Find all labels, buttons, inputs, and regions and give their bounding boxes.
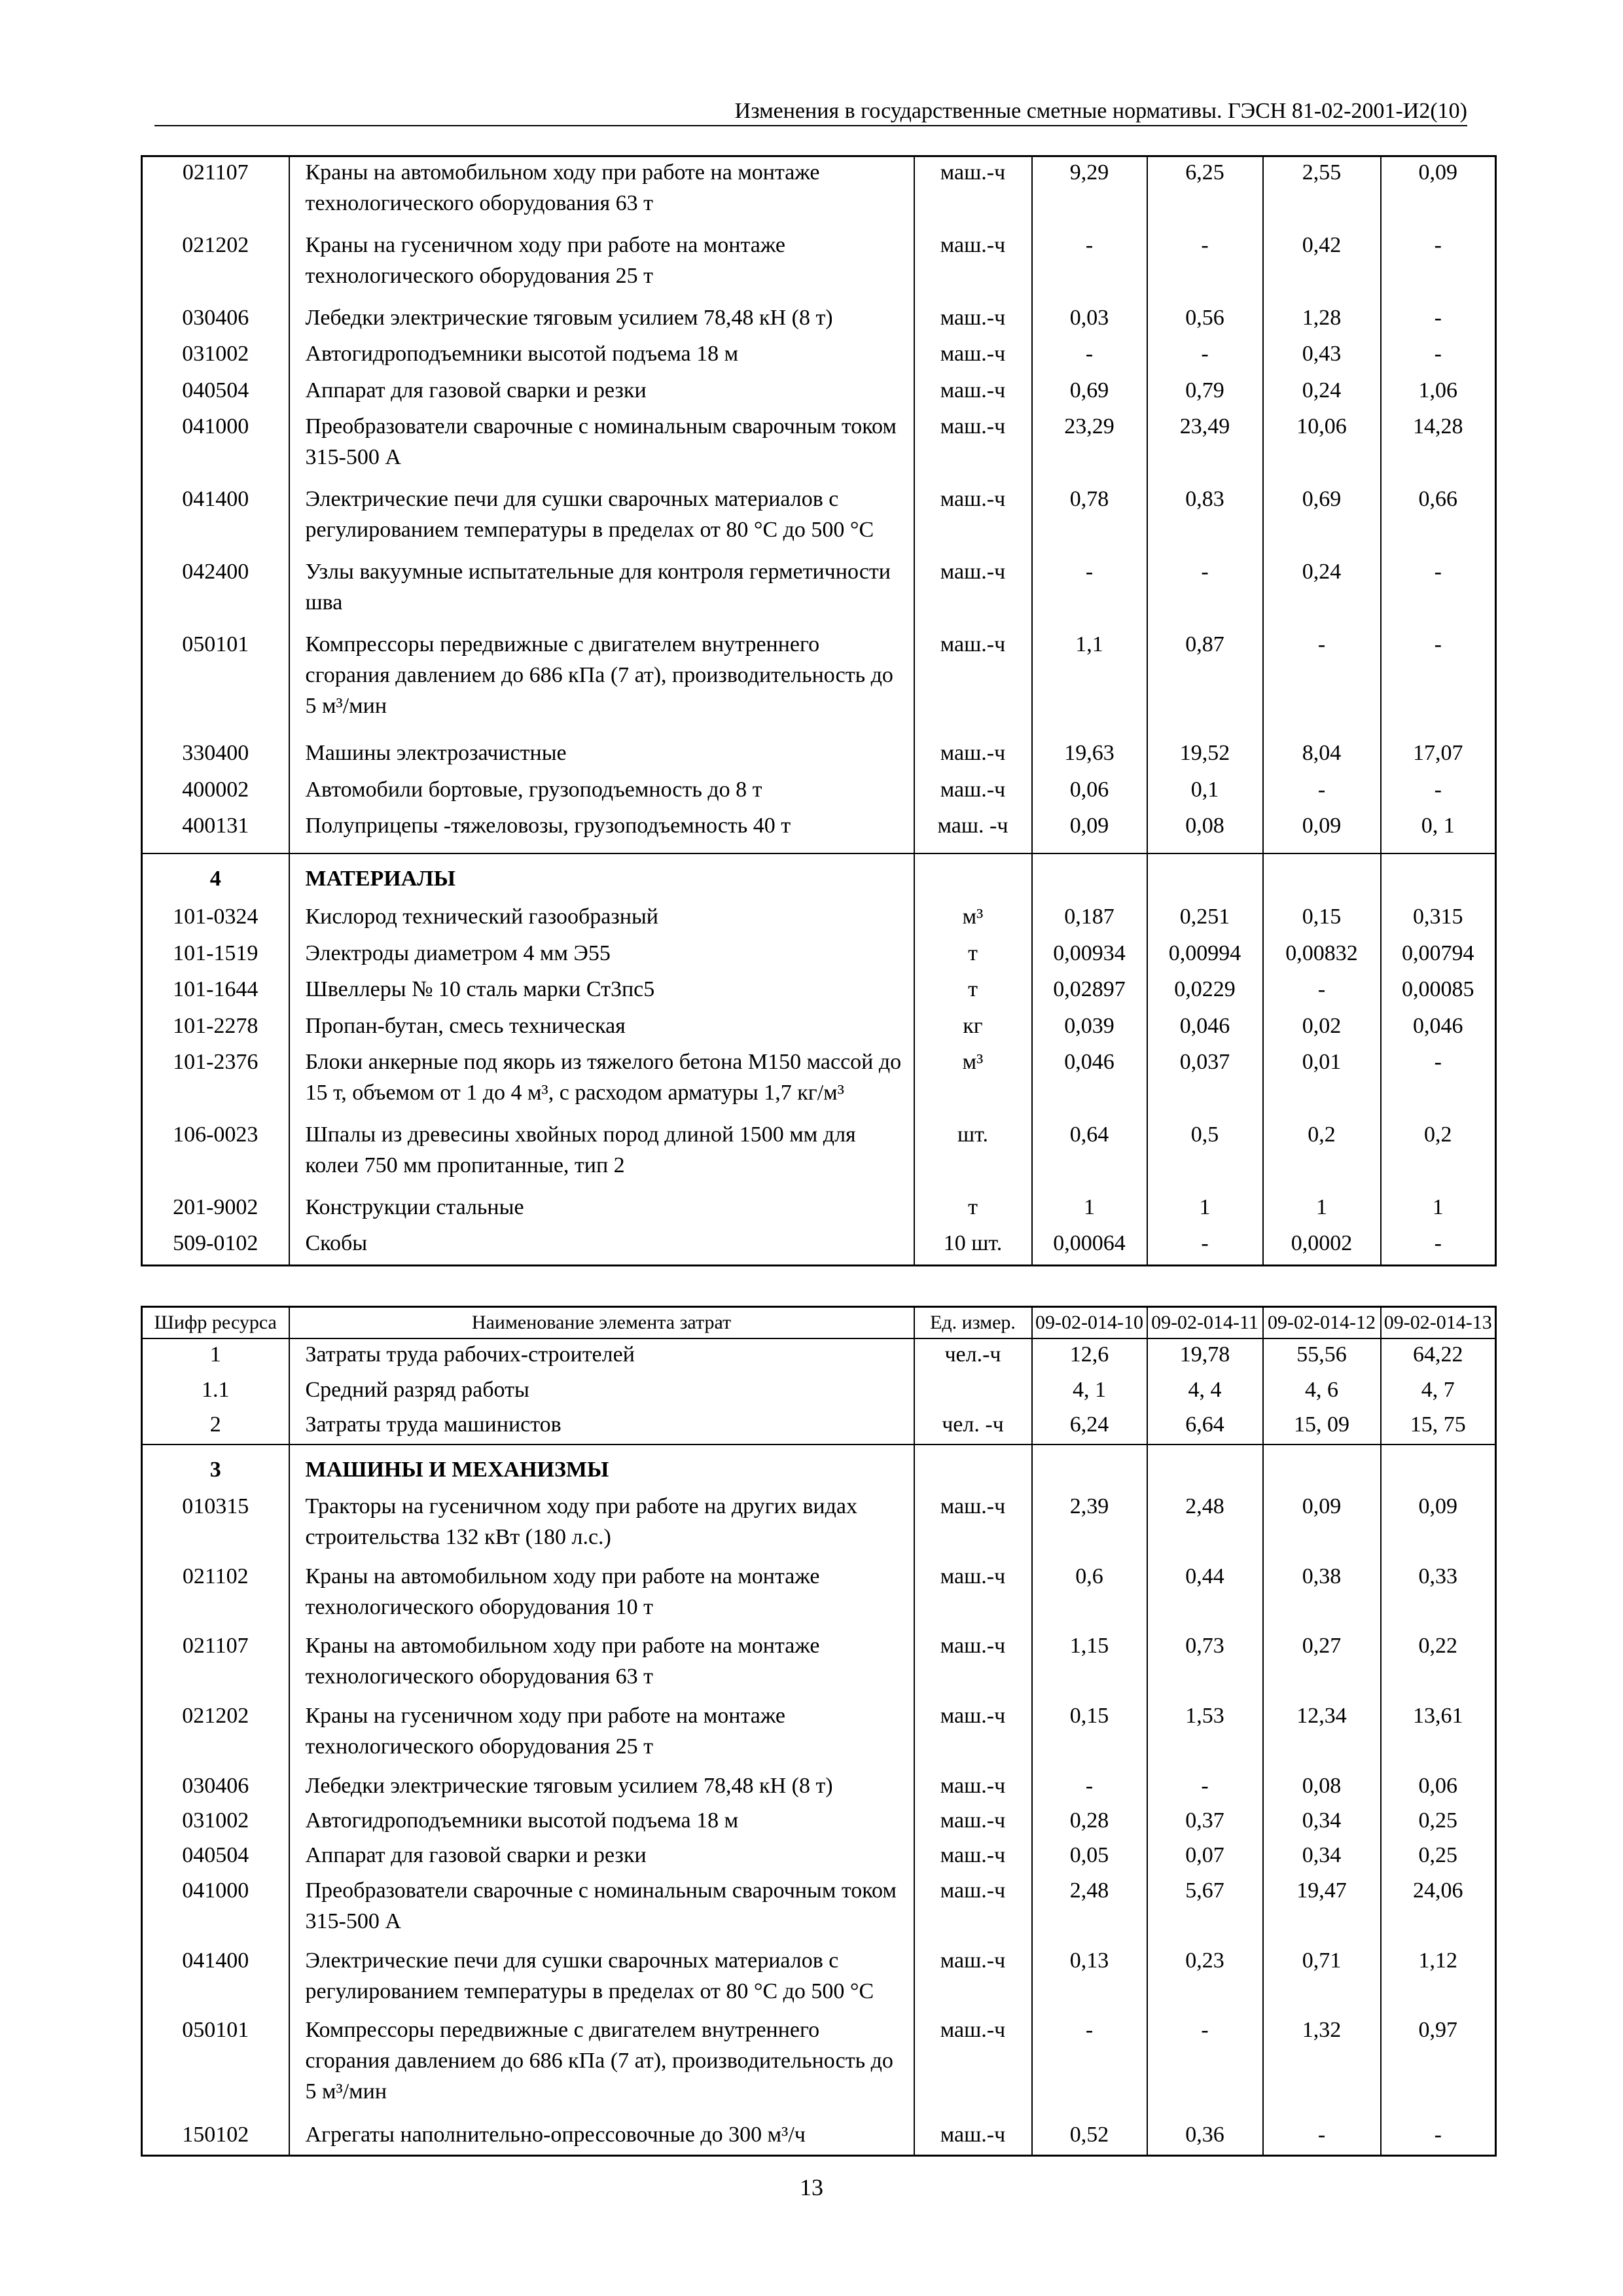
table-row bbox=[142, 1011, 1496, 1047]
unit: маш.-ч bbox=[914, 774, 1032, 810]
table-row bbox=[142, 1491, 1496, 1561]
section-row-machines bbox=[142, 1444, 1496, 1490]
resource-name: Электроды диаметром 4 мм Э55 bbox=[289, 938, 914, 974]
value-col-2: - bbox=[1147, 230, 1263, 302]
value-col-3: 0,38 bbox=[1263, 1561, 1381, 1631]
header-col-12: 09-02-014-12 bbox=[1263, 1307, 1381, 1339]
unit: маш.-ч bbox=[914, 156, 1032, 230]
value-col-4: 1 bbox=[1432, 1194, 1444, 1219]
value-col-1: 2,48 bbox=[1032, 1875, 1147, 1945]
value-col-4: 0,97 bbox=[1418, 2018, 1457, 2043]
value-col-3: 0,34 bbox=[1263, 1840, 1381, 1874]
value-col-3: 4, 6 bbox=[1263, 1374, 1381, 1409]
table-row bbox=[142, 1945, 1496, 2015]
value-col-2: 0,79 bbox=[1147, 375, 1263, 411]
value-col-2: 4, 4 bbox=[1147, 1374, 1263, 1409]
unit: маш.-ч bbox=[914, 375, 1032, 411]
machines-group bbox=[142, 156, 1496, 854]
value-col-3: 0,08 bbox=[1263, 1770, 1381, 1805]
resource-code: 031002 bbox=[142, 338, 289, 374]
resource-name: Краны на автомобильном ходу при работе на монтаже технологического оборудования 63 т bbox=[289, 1630, 914, 1700]
value-col-3: 1 bbox=[1263, 1192, 1381, 1228]
table-row bbox=[142, 1192, 1496, 1228]
resource-code: 021102 bbox=[142, 1561, 289, 1631]
value-col-1: 0,06 bbox=[1032, 774, 1147, 810]
value-col-3: 1,28 bbox=[1263, 302, 1381, 338]
value-col-2: 0,046 bbox=[1147, 1011, 1263, 1047]
resource-code: 021107 bbox=[142, 156, 289, 230]
resource-code: 031002 bbox=[142, 1805, 289, 1840]
value-col-1: 0,15 bbox=[1032, 1700, 1147, 1770]
value-col-4: 1,06 bbox=[1418, 378, 1457, 403]
value-col-4: 4, 7 bbox=[1421, 1377, 1455, 1402]
value-col-1: 1,1 bbox=[1032, 629, 1147, 738]
value-col-2: 0,37 bbox=[1147, 1805, 1263, 1840]
value-col-2: 0,83 bbox=[1147, 484, 1263, 556]
resource-name: Аппарат для газовой сварки и резки bbox=[289, 375, 914, 411]
unit: маш. -ч bbox=[914, 810, 1032, 853]
value-col-1: 6,24 bbox=[1032, 1409, 1147, 1445]
resource-code: 2 bbox=[142, 1409, 289, 1445]
value-col-4: 0,2 bbox=[1424, 1122, 1452, 1147]
resource-code: 101-0324 bbox=[142, 901, 289, 937]
resource-name: Пропан-бутан, смесь техническая bbox=[289, 1011, 914, 1047]
unit: кг bbox=[914, 1011, 1032, 1047]
table-row bbox=[142, 901, 1496, 937]
header-unit: Ед. измер. bbox=[914, 1307, 1032, 1339]
resource-code: 010315 bbox=[142, 1491, 289, 1561]
value-col-4: 17,07 bbox=[1413, 741, 1463, 766]
resource-code: 509-0102 bbox=[142, 1228, 289, 1264]
value-col-4: 0,25 bbox=[1418, 1808, 1457, 1833]
value-col-2: 0,07 bbox=[1147, 1840, 1263, 1874]
value-col-4: 14,28 bbox=[1413, 414, 1463, 439]
value-col-1: 12,6 bbox=[1032, 1338, 1147, 1374]
value-col-1: 0,09 bbox=[1032, 810, 1147, 853]
unit: маш.-ч bbox=[914, 629, 1032, 738]
value-col-2: 0,251 bbox=[1147, 901, 1263, 937]
materials-group bbox=[142, 901, 1496, 1264]
value-col-2: 23,49 bbox=[1147, 411, 1263, 484]
value-col-1: - bbox=[1032, 1770, 1147, 1805]
value-col-3: - bbox=[1263, 2119, 1381, 2155]
value-col-3: 0,09 bbox=[1263, 1491, 1381, 1561]
value-col-4: - bbox=[1434, 1231, 1442, 1256]
value-col-3: 10,06 bbox=[1263, 411, 1381, 484]
table-row bbox=[142, 2119, 1496, 2155]
value-col-4: 0,22 bbox=[1418, 1634, 1457, 1659]
resource-name: Машины электрозачистные bbox=[289, 738, 914, 774]
table-row bbox=[142, 156, 1496, 230]
resource-name: Тракторы на гусеничном ходу при работе на других видах строительства 132 кВт (180 л.с.) bbox=[289, 1491, 914, 1561]
value-col-3: 0,71 bbox=[1263, 1945, 1381, 2015]
value-col-1: 9,29 bbox=[1032, 156, 1147, 230]
header-name: Наименование элемента затрат bbox=[289, 1307, 914, 1339]
unit: маш.-ч bbox=[914, 302, 1032, 338]
value-col-2: 0,23 bbox=[1147, 1945, 1263, 2015]
value-col-2: - bbox=[1147, 2015, 1263, 2119]
resource-code: 040504 bbox=[142, 1840, 289, 1874]
unit: 10 шт. bbox=[914, 1228, 1032, 1264]
resource-name: Полуприцепы -тяжеловозы, грузоподъемность 40 т bbox=[289, 810, 914, 853]
table-row bbox=[142, 1561, 1496, 1631]
table-row bbox=[142, 774, 1496, 810]
resource-name: Автогидроподъемники высотой подъема 18 м bbox=[289, 338, 914, 374]
value-col-2: - bbox=[1147, 1770, 1263, 1805]
resource-code: 021202 bbox=[142, 230, 289, 302]
table-row bbox=[142, 1047, 1496, 1119]
value-col-4: 0,00794 bbox=[1402, 941, 1474, 965]
value-col-4: 0, 1 bbox=[1421, 814, 1455, 838]
value-col-1: 4, 1 bbox=[1032, 1374, 1147, 1409]
unit: маш.-ч bbox=[914, 484, 1032, 556]
value-col-3: 0,34 bbox=[1263, 1805, 1381, 1840]
value-col-3: 55,56 bbox=[1263, 1338, 1381, 1374]
resource-code: 400131 bbox=[142, 810, 289, 853]
table-row bbox=[142, 375, 1496, 411]
value-col-1: 0,78 bbox=[1032, 484, 1147, 556]
value-col-4: 0,66 bbox=[1418, 487, 1457, 512]
value-col-3: 0,02 bbox=[1263, 1011, 1381, 1047]
value-col-2: 6,64 bbox=[1147, 1409, 1263, 1445]
unit: маш.-ч bbox=[914, 738, 1032, 774]
section-row-materials bbox=[142, 853, 1496, 901]
value-col-1: 0,03 bbox=[1032, 302, 1147, 338]
value-col-4: - bbox=[1434, 1050, 1442, 1075]
resource-name: Компрессоры передвижные с двигателем внутреннего сгорания давлением до 686 кПа (7 ат), производительность до 5 м³/мин bbox=[289, 629, 914, 738]
value-col-3: 1,32 bbox=[1263, 2015, 1381, 2119]
header-col-11: 09-02-014-11 bbox=[1147, 1307, 1263, 1339]
value-col-3: 2,55 bbox=[1263, 156, 1381, 230]
resource-name: Лебедки электрические тяговым усилием 78,48 кН (8 т) bbox=[289, 302, 914, 338]
resource-name: Компрессоры передвижные с двигателем внутреннего сгорания давлением до 686 кПа (7 ат), производительность до 5 м³/мин bbox=[289, 2015, 914, 2119]
section-code: 4 bbox=[142, 853, 289, 901]
value-col-1: 0,05 bbox=[1032, 1840, 1147, 1874]
resource-code: 400002 bbox=[142, 774, 289, 810]
value-col-4: 0,315 bbox=[1413, 905, 1463, 929]
unit: маш.-ч bbox=[914, 2015, 1032, 2119]
resource-name: Затраты труда рабочих-строителей bbox=[289, 1338, 914, 1374]
resource-name: Узлы вакуумные испытательные для контроля герметичности шва bbox=[289, 556, 914, 629]
resource-name: Шпалы из древесины хвойных пород длиной 1500 мм для колеи 750 мм пропитанные, тип 2 bbox=[289, 1119, 914, 1192]
unit: маш.-ч bbox=[914, 2119, 1032, 2155]
value-col-2: - bbox=[1147, 556, 1263, 629]
resource-name: Швеллеры № 10 сталь марки Ст3пс5 bbox=[289, 974, 914, 1010]
table-row bbox=[142, 1374, 1496, 1409]
unit: маш.-ч bbox=[914, 1945, 1032, 2015]
value-col-4: 0,25 bbox=[1418, 1843, 1457, 1868]
value-col-1: - bbox=[1032, 230, 1147, 302]
value-col-4: - bbox=[1434, 560, 1442, 584]
table-row bbox=[142, 938, 1496, 974]
resource-code: 101-1519 bbox=[142, 938, 289, 974]
resource-name: Преобразователи сварочные с номинальным сварочным током 315-500 А bbox=[289, 411, 914, 484]
unit: маш.-ч bbox=[914, 338, 1032, 374]
resource-code: 050101 bbox=[142, 2015, 289, 2119]
unit: шт. bbox=[914, 1119, 1032, 1192]
value-col-2: 0,5 bbox=[1147, 1119, 1263, 1192]
value-col-4: - bbox=[1434, 306, 1442, 331]
value-col-3: 0,24 bbox=[1263, 375, 1381, 411]
value-col-3: 8,04 bbox=[1263, 738, 1381, 774]
unit: маш.-ч bbox=[914, 1700, 1032, 1770]
table-row bbox=[142, 230, 1496, 302]
resource-code: 041000 bbox=[142, 1875, 289, 1945]
resource-code: 1.1 bbox=[142, 1374, 289, 1409]
table-row bbox=[142, 2015, 1496, 2119]
resource-name: Конструкции стальные bbox=[289, 1192, 914, 1228]
value-col-4: - bbox=[1434, 233, 1442, 258]
value-col-3: 0,01 bbox=[1263, 1047, 1381, 1119]
unit: маш.-ч bbox=[914, 1561, 1032, 1631]
machines-section bbox=[142, 1444, 1496, 1490]
value-col-4: 1,12 bbox=[1418, 1948, 1457, 1973]
machines-group bbox=[142, 1491, 1496, 2156]
value-col-2: 19,52 bbox=[1147, 738, 1263, 774]
value-col-1: 0,046 bbox=[1032, 1047, 1147, 1119]
table-row bbox=[142, 1840, 1496, 1874]
header-col-13: 09-02-014-13 bbox=[1381, 1307, 1496, 1339]
page-header-title: Изменения в государственные сметные нормативы. ГЭСН 81-02-2001-И2(10) bbox=[734, 99, 1467, 123]
unit: м³ bbox=[914, 1047, 1032, 1119]
value-col-2: - bbox=[1147, 338, 1263, 374]
table-row bbox=[142, 1409, 1496, 1445]
value-col-4: 13,61 bbox=[1413, 1703, 1463, 1728]
value-col-3: - bbox=[1263, 774, 1381, 810]
resource-code: 330400 bbox=[142, 738, 289, 774]
value-col-2: 0,56 bbox=[1147, 302, 1263, 338]
value-col-1: 0,00934 bbox=[1032, 938, 1147, 974]
value-col-1: 0,6 bbox=[1032, 1561, 1147, 1631]
value-col-1: 2,39 bbox=[1032, 1491, 1147, 1561]
resource-name: Краны на автомобильном ходу при работе на монтаже технологического оборудования 63 т bbox=[289, 156, 914, 230]
value-col-1: 0,69 bbox=[1032, 375, 1147, 411]
table-row bbox=[142, 1119, 1496, 1192]
value-col-2: 0,08 bbox=[1147, 810, 1263, 853]
value-col-4: - bbox=[1434, 632, 1442, 656]
value-col-4: 64,22 bbox=[1413, 1342, 1463, 1367]
labor-group bbox=[142, 1338, 1496, 1444]
table-header-row bbox=[142, 1307, 1496, 1339]
value-col-1: - bbox=[1032, 2015, 1147, 2119]
table-row bbox=[142, 629, 1496, 738]
unit: чел.-ч bbox=[914, 1338, 1032, 1374]
value-col-1: - bbox=[1032, 556, 1147, 629]
value-col-4: - bbox=[1434, 777, 1442, 802]
resource-code: 041400 bbox=[142, 1945, 289, 2015]
unit: маш.-ч bbox=[914, 1805, 1032, 1840]
value-col-1: 0,02897 bbox=[1032, 974, 1147, 1010]
value-col-2: 0,44 bbox=[1147, 1561, 1263, 1631]
table-row bbox=[142, 810, 1496, 853]
resource-table-bottom bbox=[141, 1306, 1497, 2157]
value-col-2: - bbox=[1147, 1228, 1263, 1264]
value-col-2: 0,037 bbox=[1147, 1047, 1263, 1119]
value-col-3: 0,2 bbox=[1263, 1119, 1381, 1192]
value-col-1: 19,63 bbox=[1032, 738, 1147, 774]
value-col-3: 12,34 bbox=[1263, 1700, 1381, 1770]
resource-code: 1 bbox=[142, 1338, 289, 1374]
section-title: МАТЕРИАЛЫ bbox=[289, 853, 914, 901]
resource-code: 150102 bbox=[142, 2119, 289, 2155]
unit: маш.-ч bbox=[914, 1630, 1032, 1700]
value-col-4: - bbox=[1434, 2123, 1442, 2147]
value-col-2: 5,67 bbox=[1147, 1875, 1263, 1945]
value-col-4: 0,06 bbox=[1418, 1773, 1457, 1798]
resource-name: Агрегаты наполнительно-опрессовочные до 300 м³/ч bbox=[289, 2119, 914, 2155]
value-col-1: - bbox=[1032, 338, 1147, 374]
value-col-3: 0,00832 bbox=[1263, 938, 1381, 974]
unit: маш.-ч bbox=[914, 230, 1032, 302]
value-col-2: 1 bbox=[1147, 1192, 1263, 1228]
unit: т bbox=[914, 938, 1032, 974]
value-col-1: 0,64 bbox=[1032, 1119, 1147, 1192]
value-col-2: 19,78 bbox=[1147, 1338, 1263, 1374]
value-col-1: 1 bbox=[1032, 1192, 1147, 1228]
table-row bbox=[142, 1700, 1496, 1770]
value-col-4: 24,06 bbox=[1413, 1878, 1463, 1903]
resource-name: Электрические печи для сушки сварочных материалов с регулированием температуры в пределах от 80 °С до 500 °С bbox=[289, 484, 914, 556]
unit: маш.-ч bbox=[914, 1491, 1032, 1561]
value-col-1: 0,187 bbox=[1032, 901, 1147, 937]
unit: т bbox=[914, 1192, 1032, 1228]
table-row bbox=[142, 1630, 1496, 1700]
header-code: Шифр ресурса bbox=[142, 1307, 289, 1339]
resource-name: Автогидроподъемники высотой подъема 18 м bbox=[289, 1805, 914, 1840]
unit: м³ bbox=[914, 901, 1032, 937]
resource-name: Автомобили бортовые, грузоподъемность до 8 т bbox=[289, 774, 914, 810]
value-col-4: 0,09 bbox=[1418, 160, 1457, 185]
value-col-3: 0,43 bbox=[1263, 338, 1381, 374]
resource-code: 101-2278 bbox=[142, 1011, 289, 1047]
value-col-1: 0,28 bbox=[1032, 1805, 1147, 1840]
table-row bbox=[142, 411, 1496, 484]
value-col-1: 1,15 bbox=[1032, 1630, 1147, 1700]
table-row bbox=[142, 1338, 1496, 1374]
resource-name: Затраты труда машинистов bbox=[289, 1409, 914, 1445]
value-col-3: 15, 09 bbox=[1263, 1409, 1381, 1445]
value-col-1: 0,00064 bbox=[1032, 1228, 1147, 1264]
value-col-3: 19,47 bbox=[1263, 1875, 1381, 1945]
unit: т bbox=[914, 974, 1032, 1010]
value-col-1: 0,039 bbox=[1032, 1011, 1147, 1047]
table-row bbox=[142, 338, 1496, 374]
table-row bbox=[142, 1875, 1496, 1945]
resource-code: 050101 bbox=[142, 629, 289, 738]
value-col-4: 0,33 bbox=[1418, 1564, 1457, 1588]
value-col-3: 0,42 bbox=[1263, 230, 1381, 302]
value-col-2: 6,25 bbox=[1147, 156, 1263, 230]
value-col-4: 0,046 bbox=[1413, 1013, 1463, 1038]
value-col-2: 0,0229 bbox=[1147, 974, 1263, 1010]
resource-code: 021202 bbox=[142, 1700, 289, 1770]
resource-table-top bbox=[141, 155, 1497, 1266]
value-col-3: 0,09 bbox=[1263, 810, 1381, 853]
resource-name: Кислород технический газообразный bbox=[289, 901, 914, 937]
resource-code: 021107 bbox=[142, 1630, 289, 1700]
value-col-1: 0,52 bbox=[1032, 2119, 1147, 2155]
resource-code: 201-9002 bbox=[142, 1192, 289, 1228]
value-col-2: 0,87 bbox=[1147, 629, 1263, 738]
resource-code: 041400 bbox=[142, 484, 289, 556]
value-col-4: 15, 75 bbox=[1410, 1412, 1466, 1437]
value-col-4: - bbox=[1434, 342, 1442, 367]
header-rule bbox=[154, 125, 1467, 126]
value-col-1: 0,13 bbox=[1032, 1945, 1147, 2015]
resource-code: 030406 bbox=[142, 302, 289, 338]
materials-section bbox=[142, 853, 1496, 901]
resource-name: Электрические печи для сушки сварочных материалов с регулированием температуры в пределах от 80 °С до 500 °С bbox=[289, 1945, 914, 2015]
table-row bbox=[142, 556, 1496, 629]
table-row bbox=[142, 738, 1496, 774]
value-col-2: 0,73 bbox=[1147, 1630, 1263, 1700]
resource-code: 101-1644 bbox=[142, 974, 289, 1010]
value-col-2: 1,53 bbox=[1147, 1700, 1263, 1770]
unit: маш.-ч bbox=[914, 1770, 1032, 1805]
value-col-3: 0,0002 bbox=[1263, 1228, 1381, 1264]
section-title: МАШИНЫ И МЕХАНИЗМЫ bbox=[289, 1444, 914, 1490]
value-col-2: 0,1 bbox=[1147, 774, 1263, 810]
value-col-1: 23,29 bbox=[1032, 411, 1147, 484]
resource-name: Краны на гусеничном ходу при работе на монтаже технологического оборудования 25 т bbox=[289, 230, 914, 302]
resource-code: 041000 bbox=[142, 411, 289, 484]
resource-name: Краны на гусеничном ходу при работе на монтаже технологического оборудования 25 т bbox=[289, 1700, 914, 1770]
resource-name: Преобразователи сварочные с номинальным сварочным током 315-500 А bbox=[289, 1875, 914, 1945]
resource-code: 042400 bbox=[142, 556, 289, 629]
resource-name: Блоки анкерные под якорь из тяжелого бетона М150 массой до 15 т, объемом от 1 до 4 м³, с расходом арматуры 1,7 кг/м³ bbox=[289, 1047, 914, 1119]
resource-name: Аппарат для газовой сварки и резки bbox=[289, 1840, 914, 1874]
value-col-2: 2,48 bbox=[1147, 1491, 1263, 1561]
table-row bbox=[142, 302, 1496, 338]
value-col-3: - bbox=[1263, 974, 1381, 1010]
value-col-2: 0,36 bbox=[1147, 2119, 1263, 2155]
value-col-4: 0,09 bbox=[1418, 1494, 1457, 1518]
resource-name: Скобы bbox=[289, 1228, 914, 1264]
table-row bbox=[142, 974, 1496, 1010]
page-number: 13 bbox=[800, 2174, 823, 2200]
resource-code: 106-0023 bbox=[142, 1119, 289, 1192]
table-row bbox=[142, 1770, 1496, 1805]
resource-code: 101-2376 bbox=[142, 1047, 289, 1119]
value-col-3: 0,69 bbox=[1263, 484, 1381, 556]
unit bbox=[914, 1374, 1032, 1409]
unit: маш.-ч bbox=[914, 1840, 1032, 1874]
value-col-3: 0,15 bbox=[1263, 901, 1381, 937]
table-filler bbox=[142, 1265, 1496, 1266]
value-col-3: 0,24 bbox=[1263, 556, 1381, 629]
value-col-3: 0,27 bbox=[1263, 1630, 1381, 1700]
resource-code: 030406 bbox=[142, 1770, 289, 1805]
header-col-10: 09-02-014-10 bbox=[1032, 1307, 1147, 1339]
table-row bbox=[142, 484, 1496, 556]
unit: маш.-ч bbox=[914, 1875, 1032, 1945]
table-row bbox=[142, 1228, 1496, 1264]
unit: маш.-ч bbox=[914, 556, 1032, 629]
value-col-3: - bbox=[1263, 629, 1381, 738]
resource-name: Средний разряд работы bbox=[289, 1374, 914, 1409]
unit: маш.-ч bbox=[914, 411, 1032, 484]
resource-code: 040504 bbox=[142, 375, 289, 411]
value-col-4: 0,00085 bbox=[1402, 977, 1474, 1002]
resource-name: Лебедки электрические тяговым усилием 78,48 кН (8 т) bbox=[289, 1770, 914, 1805]
value-col-2: 0,00994 bbox=[1147, 938, 1263, 974]
section-code: 3 bbox=[142, 1444, 289, 1490]
table-row bbox=[142, 1805, 1496, 1840]
unit: чел. -ч bbox=[914, 1409, 1032, 1445]
resource-name: Краны на автомобильном ходу при работе на монтаже технологического оборудования 10 т bbox=[289, 1561, 914, 1631]
